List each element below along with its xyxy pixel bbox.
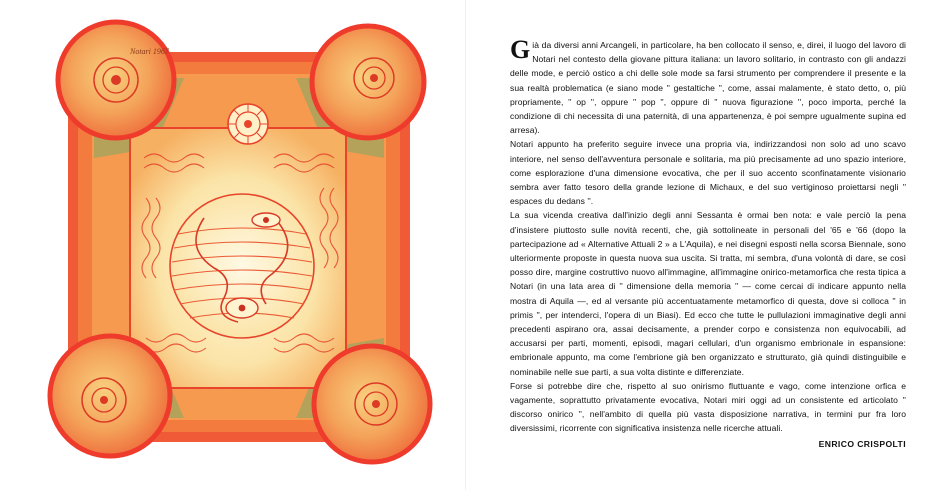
essay-text — [510, 35, 906, 451]
essay-paragraph-3: La sua vicenda creativa dall'inizio degli anni Sessanta è ormai ben nota: e vale perciò la pena d'insistere piuttosto sulle novità recenti, che, già sottolineate in personali del '65 e '66 (dopo la partecipazione ad « Alternative Attuali 2 » a L'Aquila), e nei disegni esposti nella scorsa Biennale, sono ulteriormente proposte in questa nuova sua uscita. Si tratta, mi sembra, d'una volontà di dare, se così posso dire, margine costruttivo nuovo all'immagine, all'immagine onirico-metamorfica che resta tipica a Notari (in una lata area di '' dimensione della memoria '' — come cercai di indicare appunto nella mostra di Aquila —, ed al versante più accentuatamente metamorfico di questa, dove si colloca '' in primis '', per intenderci, l'opera di un Biasi). Ed ecco che tutte le pullulazioni immaginative degli anni precedenti aspirano ora, assai decisamente, a prender corpo e consistenza non equivocabili, ad accusarsi per parti, momenti, episodi, magari cellulari, d'un organismo embrionale in espansione: embrionale appunto, ma come l'embrione già ben organizzato e strutturato, già quindi distinguibile e nominabile nelle sue parti, a sua volta distinte e differenziate. — [510, 210, 906, 377]
author-signature: ENRICO CRISPOLTI — [818, 438, 906, 449]
essay-paragraph-4: Forse si potrebbe dire che, rispetto al suo onirismo fluttuante e vago, come intenzione orfica e vagamente, soprattutto privatamente evocativa, Notari miri oggi ad un consistente ed articolato '' discorso onirico '', nell'ambito di quella più vasta disposizione narrativa, in termini pur fra loro diversissimi, ricorrente con significativa insistenza nelle ricerche attuali. — [510, 380, 906, 434]
corner-disc-top-left — [58, 22, 174, 138]
right-page — [470, 0, 930, 490]
corner-disc-bottom-left — [50, 336, 170, 456]
paragraph-text: ià da diversi anni Arcangeli, in particolare, ha ben collocato il senso, e, direi, il luogo del lavoro di Notari nel contesto della giovane pittura italiana: un lavoro solitario, in contrasto con gli andazzi delle mode, e perciò ostico a chi delle sole mode sa farsi strumento per comprendere il presente e la sua realtà problematica (e siano mode '' gestaltiche '', come, assai malamente, è stato detto, o, più propriamente, '' op '', oppure '' pop '', oppure di '' nuova figurazione '', poco importa, perché la condizione di chi necessita di una paternità, di una appartenenza, è poi sempre ugualmente supina ed arresa). — [510, 40, 906, 136]
drop-cap: G — [510, 35, 531, 64]
corner-disc-top-right — [312, 26, 424, 138]
painting-artwork — [34, 8, 444, 478]
top-medallion — [228, 104, 268, 144]
corner-disc-bottom-right — [314, 346, 430, 462]
central-orb — [170, 194, 314, 338]
essay-paragraph-2: Notari appunto ha preferito seguire invece una propria via, indirizzandosi non solo ad uno scavo interiore, nel senso dell'avventura personale e solitaria, ma più precisamente ad uno spazio interiore, come esplorazione d'una dimensione evocativa, che per il suo accento sconfinatamente visionario sembra aver fatto tesoro della grande lezione di Michaux, e del suo vertiginoso proiettarsi negli '' espaces du dedans ''. — [510, 139, 906, 207]
essay-paragraph-1 — [510, 35, 906, 137]
painting-signature: Notari 1967 — [130, 47, 169, 56]
page-gutter — [465, 0, 466, 490]
